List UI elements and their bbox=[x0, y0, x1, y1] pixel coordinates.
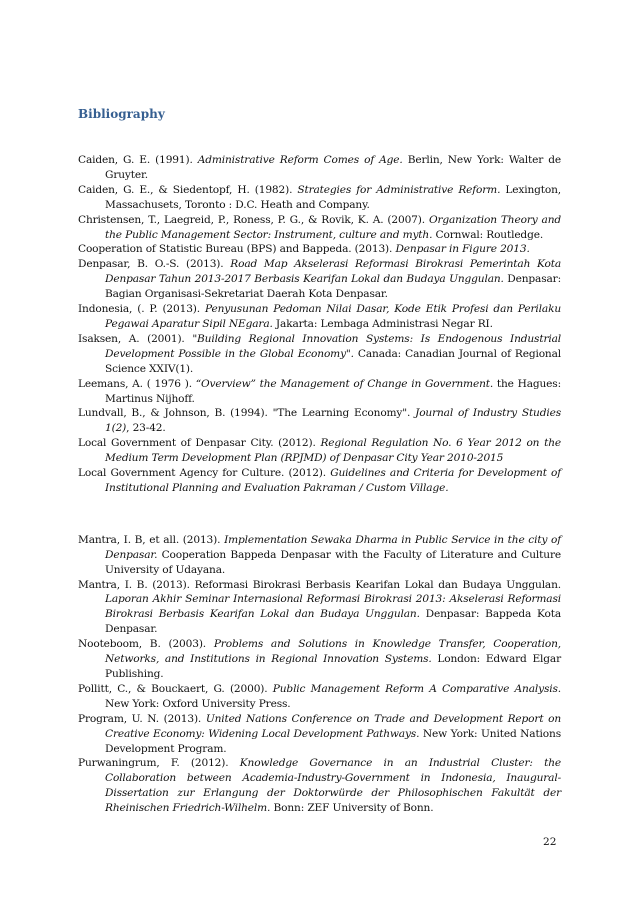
reference-entry: Local Government Agency for Culture. (2012). Guidelines and Criteria for Development of Institutional Planning and Evaluation Pakraman / Custom Village. bbox=[78, 467, 561, 494]
paragraph-gap bbox=[78, 496, 561, 533]
reference-entry: Cooperation of Statistic Bureau (BPS) and Bappeda. (2013). Denpasar in Figure 2013. bbox=[78, 243, 530, 256]
reference-entry: Purwaningrum, F. (2012). Knowledge Governance in an Industrial Cluster: the Collaboration between Academia-Industry-Government in Indonesia, Inaugural-Dissertation zur Erlangung der Doktorwürde der Philosophischen Fakultät der Rheinischen Friedrich-Wilhelm. Bonn: ZEF University of Bonn. bbox=[78, 757, 561, 815]
page-number: 22 bbox=[543, 836, 557, 848]
reference-entry: Mantra, I. B, et all. (2013). Implementation Sewaka Dharma in Public Service in the city of Denpasar. Cooperation Bappeda Denpasar with the Faculty of Literature and Culture University of Udayana. bbox=[78, 533, 562, 576]
reference-entry: Mantra, I. B. (2013). Reformasi Birokrasi Berbasis Kearifan Lokal dan Budaya Unggulan. Laporan Akhir Seminar Internasional Reformasi Birokrasi 2013: Akselerasi Reformasi Birokrasi Berbasis Kearifan Lokal dan Budaya Unggulan. Denpasar: Bappeda Kota Denpasar. bbox=[78, 578, 561, 636]
reference-entry: Isaksen, A. (2001). "Building Regional Innovation Systems: Is Endogenous Industrial Development Possible in the Global Economy". Canada: Canadian Journal of Regional Science XXIV(1). bbox=[78, 332, 562, 375]
reference-entry: Denpasar, B. O.-S. (2013). Road Map Akselerasi Reformasi Birokrasi Pemerintah Kota Denpasar Tahun 2013-2017 Berbasis Kearifan Lokal dan Budaya Unggulan. Denpasar: Bagian Organisasi-Sekretariat Daerah Kota Denpasar. bbox=[78, 258, 561, 301]
reference-entry: Pollitt, C., & Bouckaert, G. (2000). Public Management Reform A Comparative Analysis. New York: Oxford University Press. bbox=[78, 682, 561, 710]
reference-entry: Local Government of Denpasar City. (2012). Regional Regulation No. 6 Year 2012 on the Medium Term Development Plan (RPJMD) of Denpasar City Year 2010-2015 bbox=[78, 437, 561, 465]
reference-entry: Nooteboom, B. (2003). Problems and Solutions in Knowledge Transfer, Cooperation, Networks, and Institutions in Regional Innovation Systems. London: Edward Elgar Publishing. bbox=[78, 638, 561, 680]
section-heading: Bibliography bbox=[78, 107, 165, 121]
reference-entry: Leemans, A. ( 1976 ). “Overview” the Management of Change in Government. the Hagues: Martinus Nijhoff. bbox=[78, 377, 562, 405]
reference-entry: Caiden, G. E. (1991). Administrative Reform Comes of Age. Berlin, New York: Walter de Gruyter. bbox=[78, 154, 561, 181]
reference-entry: Lundvall, B., & Johnson, B. (1994). "The Learning Economy". Journal of Industry Studies 1(2), 23-42. bbox=[78, 407, 562, 435]
reference-entry: Christensen, T., Laegreid, P., Roness, P. G., & Rovik, K. A. (2007). Organization Theory and the Public Management Sector: Instrument, culture and myth. Cornwal: Routledge. bbox=[78, 213, 562, 241]
reference-entry: Indonesia, (. P. (2013). Penyusunan Pedoman Nilai Dasar, Kode Etik Profesi dan Perilaku Pegawai Aparatur Sipil NEgara. Jakarta: Lembaga Administrasi Negar RI. bbox=[78, 303, 562, 330]
reference-entry: Caiden, G. E., & Siedentopf, H. (1982). Strategies for Administrative Reform. Lexington, Massachusets, Toronto : D.C. Heath and Company. bbox=[78, 183, 561, 211]
reference-list bbox=[78, 153, 561, 816]
reference-entry: Program, U. N. (2013). United Nations Conference on Trade and Development Report on Creative Economy: Widening Local Development Pathways. New York: United Nations Development Program. bbox=[78, 712, 561, 755]
